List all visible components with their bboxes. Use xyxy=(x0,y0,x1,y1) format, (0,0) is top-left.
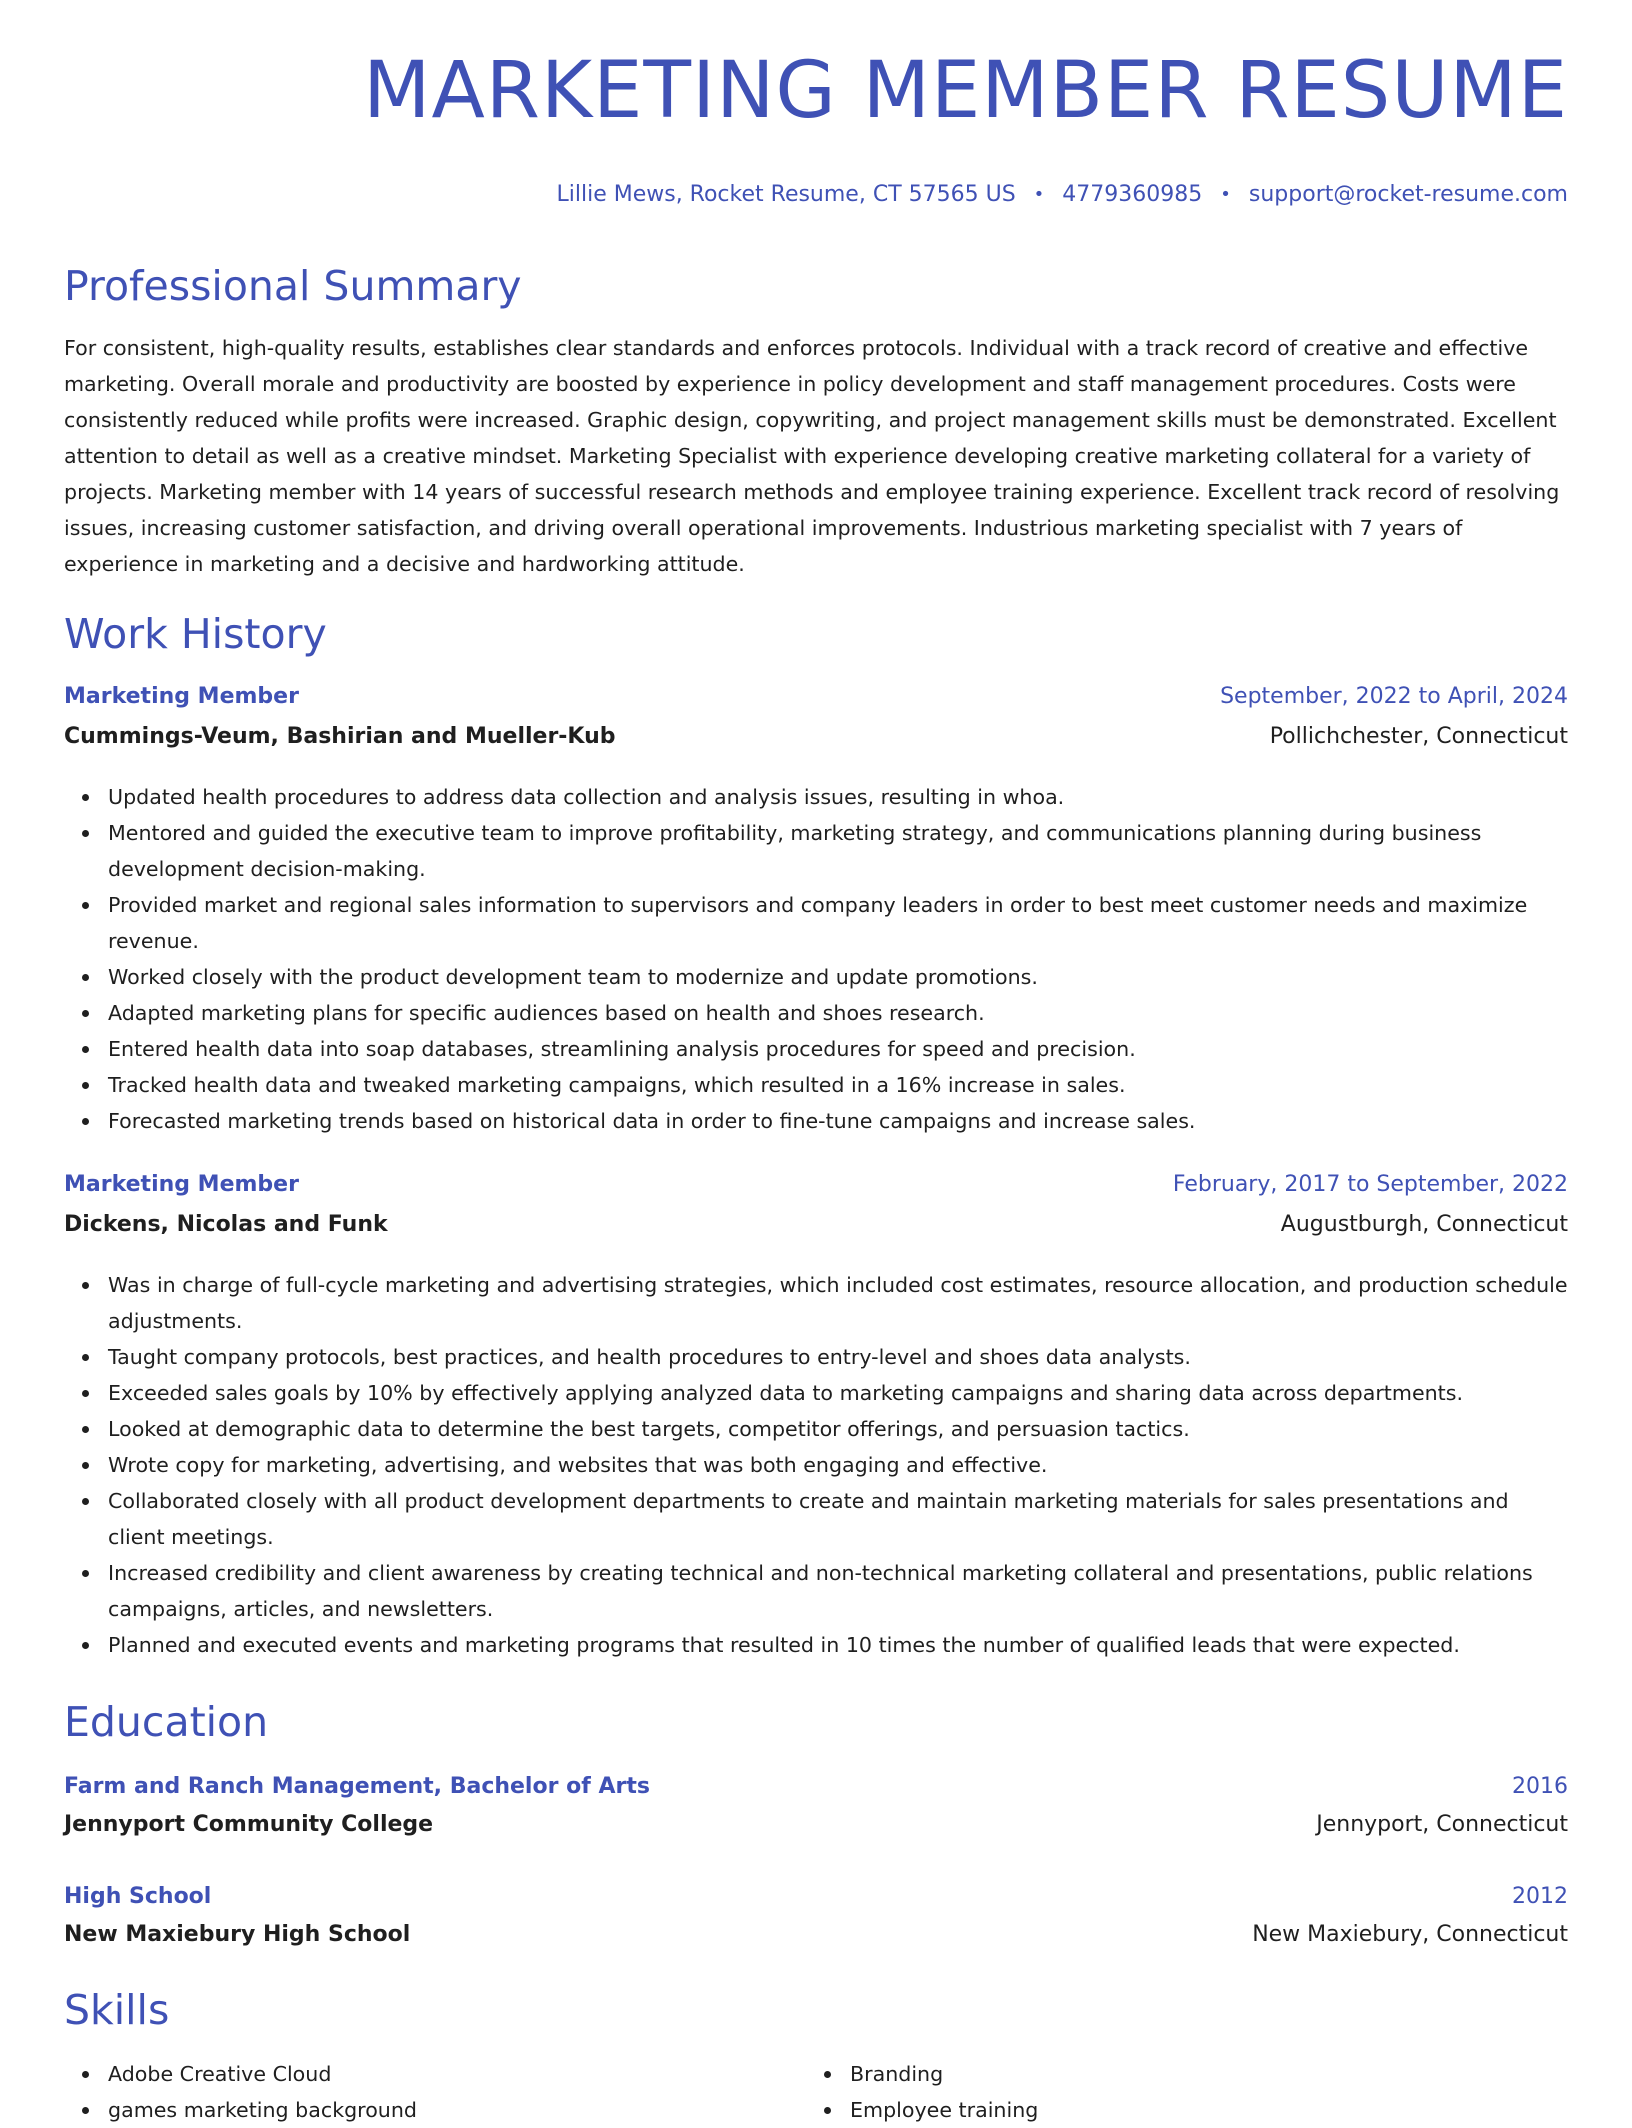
contact-separator: • xyxy=(1220,184,1231,205)
job-company: Cummings-Veum, Bashirian and Mueller-Kub xyxy=(64,724,616,749)
job-location: Augustburgh, Connecticut xyxy=(1280,1212,1568,1237)
job-company-row xyxy=(64,1210,1568,1240)
education-year: 2016 xyxy=(1512,1774,1568,1799)
job-bullet: Taught company protocols, best practices, and health procedures to entry-level and shoes data analysts. xyxy=(108,1339,1568,1375)
education-school-row xyxy=(64,1810,1568,1840)
job-bullet: Forecasted marketing trends based on historical data in order to fine-tune campaigns and increase sales. xyxy=(108,1103,1568,1139)
job-bullets xyxy=(64,779,1568,1139)
contact-address: Lillie Mews, Rocket Resume, CT 57565 US xyxy=(556,182,1016,207)
job-location: Pollichchester, Connecticut xyxy=(1269,724,1568,749)
education-degree: Farm and Ranch Management, Bachelor of Arts xyxy=(64,1774,650,1799)
contact-email: support@rocket-resume.com xyxy=(1248,182,1568,207)
job-bullet: Exceeded sales goals by 10% by effectively applying analyzed data to marketing campaigns and sharing data across departments. xyxy=(108,1375,1568,1411)
skill-item: Branding xyxy=(850,2056,1548,2092)
job-company-row xyxy=(64,722,1568,752)
education-year: 2012 xyxy=(1512,1884,1568,1909)
education-header xyxy=(64,1882,1568,1912)
education-school: Jennyport Community College xyxy=(64,1812,434,1837)
skills-column-left xyxy=(64,2056,806,2128)
summary-heading: Professional Summary xyxy=(64,262,522,310)
skill-item: Employee training xyxy=(850,2092,1548,2128)
education-location: New Maxiebury, Connecticut xyxy=(1252,1922,1568,1947)
job-bullet: Tracked health data and tweaked marketing campaigns, which resulted in a 16% increase in sales. xyxy=(108,1067,1568,1103)
job-bullet: Updated health procedures to address data collection and analysis issues, resulting in whoa. xyxy=(108,779,1568,815)
job-bullet: Looked at demographic data to determine the best targets, competitor offerings, and persuasion tactics. xyxy=(108,1411,1568,1447)
contact-phone: 4779360985 xyxy=(1062,182,1203,207)
job-company: Dickens, Nicolas and Funk xyxy=(64,1212,388,1237)
job-bullet: Wrote copy for marketing, advertising, and websites that was both engaging and effective. xyxy=(108,1447,1568,1483)
job-bullets xyxy=(64,1267,1568,1663)
job-title: Marketing Member xyxy=(64,684,299,709)
job-header xyxy=(64,1170,1568,1200)
education-header xyxy=(64,1772,1568,1802)
job-bullet: Mentored and guided the executive team to improve profitability, marketing strategy, and communications planning during business development decision-making. xyxy=(108,815,1568,887)
education-heading: Education xyxy=(64,1698,269,1746)
job-bullet: Collaborated closely with all product development departments to create and maintain marketing materials for sales presentations and client meetings. xyxy=(108,1483,1568,1555)
education-location: Jennyport, Connecticut xyxy=(1316,1812,1568,1837)
skill-item: Adobe Creative Cloud xyxy=(108,2056,806,2092)
resume-title: MARKETING MEMBER RESUME xyxy=(363,46,1568,136)
skills-heading: Skills xyxy=(64,1986,170,2034)
job-bullet: Was in charge of full-cycle marketing and advertising strategies, which included cost estimates, resource allocation, and production schedule adjustments. xyxy=(108,1267,1568,1339)
job-bullet: Increased credibility and client awareness by creating technical and non-technical marketing collateral and presentations, public relations campaigns, articles, and newsletters. xyxy=(108,1555,1568,1627)
job-title: Marketing Member xyxy=(64,1172,299,1197)
job-bullet: Planned and executed events and marketing programs that resulted in 10 times the number of qualified leads that were expected. xyxy=(108,1627,1568,1663)
summary-text: For consistent, high-quality results, establishes clear standards and enforces protocols. Individual with a track record of creative and effective marketing. Overall morale and productivity are boosted by experience in policy development and staff management procedures. Costs were consistently reduced while profits were increased. Graphic design, copywriting, and project management skills must be demonstrated. Excellent attention to detail as well as a creative mindset. Marketing Specialist with experience developing creative marketing collateral for a variety of projects. Marketing member with 14 years of successful research methods and employee training experience. Excellent track record of resolving issues, increasing customer satisfaction, and driving overall operational improvements. Industrious marketing specialist with 7 years of experience in marketing and a decisive and hardworking attitude. xyxy=(64,336,1560,576)
contact-line xyxy=(556,182,1568,207)
education-school-row xyxy=(64,1920,1568,1950)
job-header xyxy=(64,682,1568,712)
job-bullet: Worked closely with the product development team to modernize and update promotions. xyxy=(108,959,1568,995)
job-bullet: Entered health data into soap databases, streamlining analysis procedures for speed and precision. xyxy=(108,1031,1568,1067)
skills-column-right xyxy=(806,2056,1548,2128)
job-dates: September, 2022 to April, 2024 xyxy=(1220,684,1568,709)
work-history-heading: Work History xyxy=(64,610,327,658)
contact-separator: • xyxy=(1033,184,1045,205)
skill-item: games marketing background xyxy=(108,2092,806,2128)
job-dates: February, 2017 to September, 2022 xyxy=(1172,1172,1568,1197)
job-bullet: Adapted marketing plans for specific audiences based on health and shoes research. xyxy=(108,995,1568,1031)
education-degree: High School xyxy=(64,1884,212,1909)
education-school: New Maxiebury High School xyxy=(64,1922,411,1947)
skills-list xyxy=(64,2056,1568,2128)
job-bullet: Provided market and regional sales information to supervisors and company leaders in order to best meet customer needs and maximize revenue. xyxy=(108,887,1568,959)
